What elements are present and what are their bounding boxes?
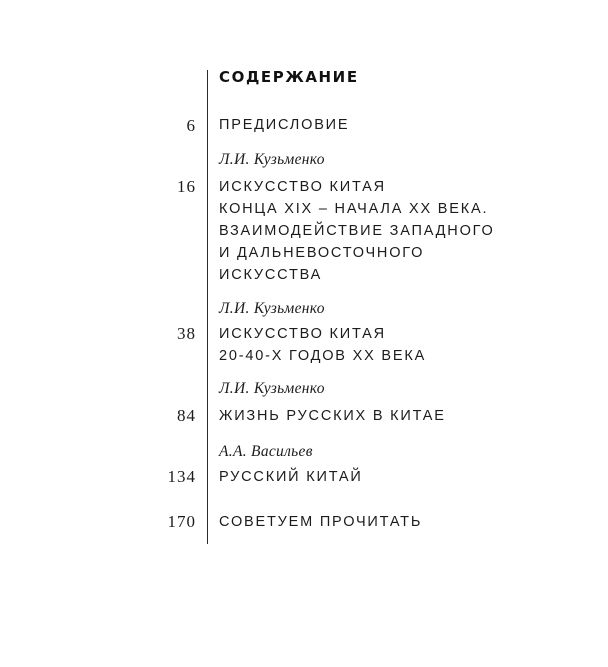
toc-page-number: 38: [177, 324, 196, 343]
toc-page-number: 134: [167, 467, 196, 486]
toc-entry-title: ИСКУССТВА: [219, 267, 323, 283]
toc-entry-title: И ДАЛЬНЕВОСТОЧНОГО: [219, 245, 425, 261]
toc-entry-title: 20-40-Х ГОДОВ XX ВЕКА: [219, 348, 427, 364]
toc-entry-author: А.А. Васильев: [219, 443, 313, 460]
toc-heading: СОДЕРЖАНИЕ: [219, 68, 359, 86]
toc-entry-author: Л.И. Кузьменко: [219, 151, 325, 168]
toc-entry-title: ПРЕДИСЛОВИЕ: [219, 117, 350, 133]
toc-entry-title: СОВЕТУЕМ ПРОЧИТАТЬ: [219, 514, 423, 530]
toc-entry-title: ИСКУССТВО КИТАЯ: [219, 326, 386, 342]
vertical-divider: [207, 70, 208, 544]
toc-entry-author: Л.И. Кузьменко: [219, 380, 325, 397]
toc-entry-title: ИСКУССТВО КИТАЯ: [219, 179, 386, 195]
toc-page-number: 84: [177, 406, 196, 425]
toc-entry-author: Л.И. Кузьменко: [219, 300, 325, 317]
toc-entry-title: ВЗАИМОДЕЙСТВИЕ ЗАПАДНОГО: [219, 223, 495, 239]
toc-page-number: 16: [177, 177, 196, 196]
toc-page-number: 6: [186, 116, 196, 135]
toc-page-number: 170: [167, 512, 196, 531]
toc-entry-title: РУССКИЙ КИТАЙ: [219, 469, 363, 485]
toc-entry-title: ЖИЗНЬ РУССКИХ В КИТАЕ: [219, 408, 446, 424]
toc-entry-title: КОНЦА XIX – НАЧАЛА XX ВЕКА.: [219, 201, 489, 217]
